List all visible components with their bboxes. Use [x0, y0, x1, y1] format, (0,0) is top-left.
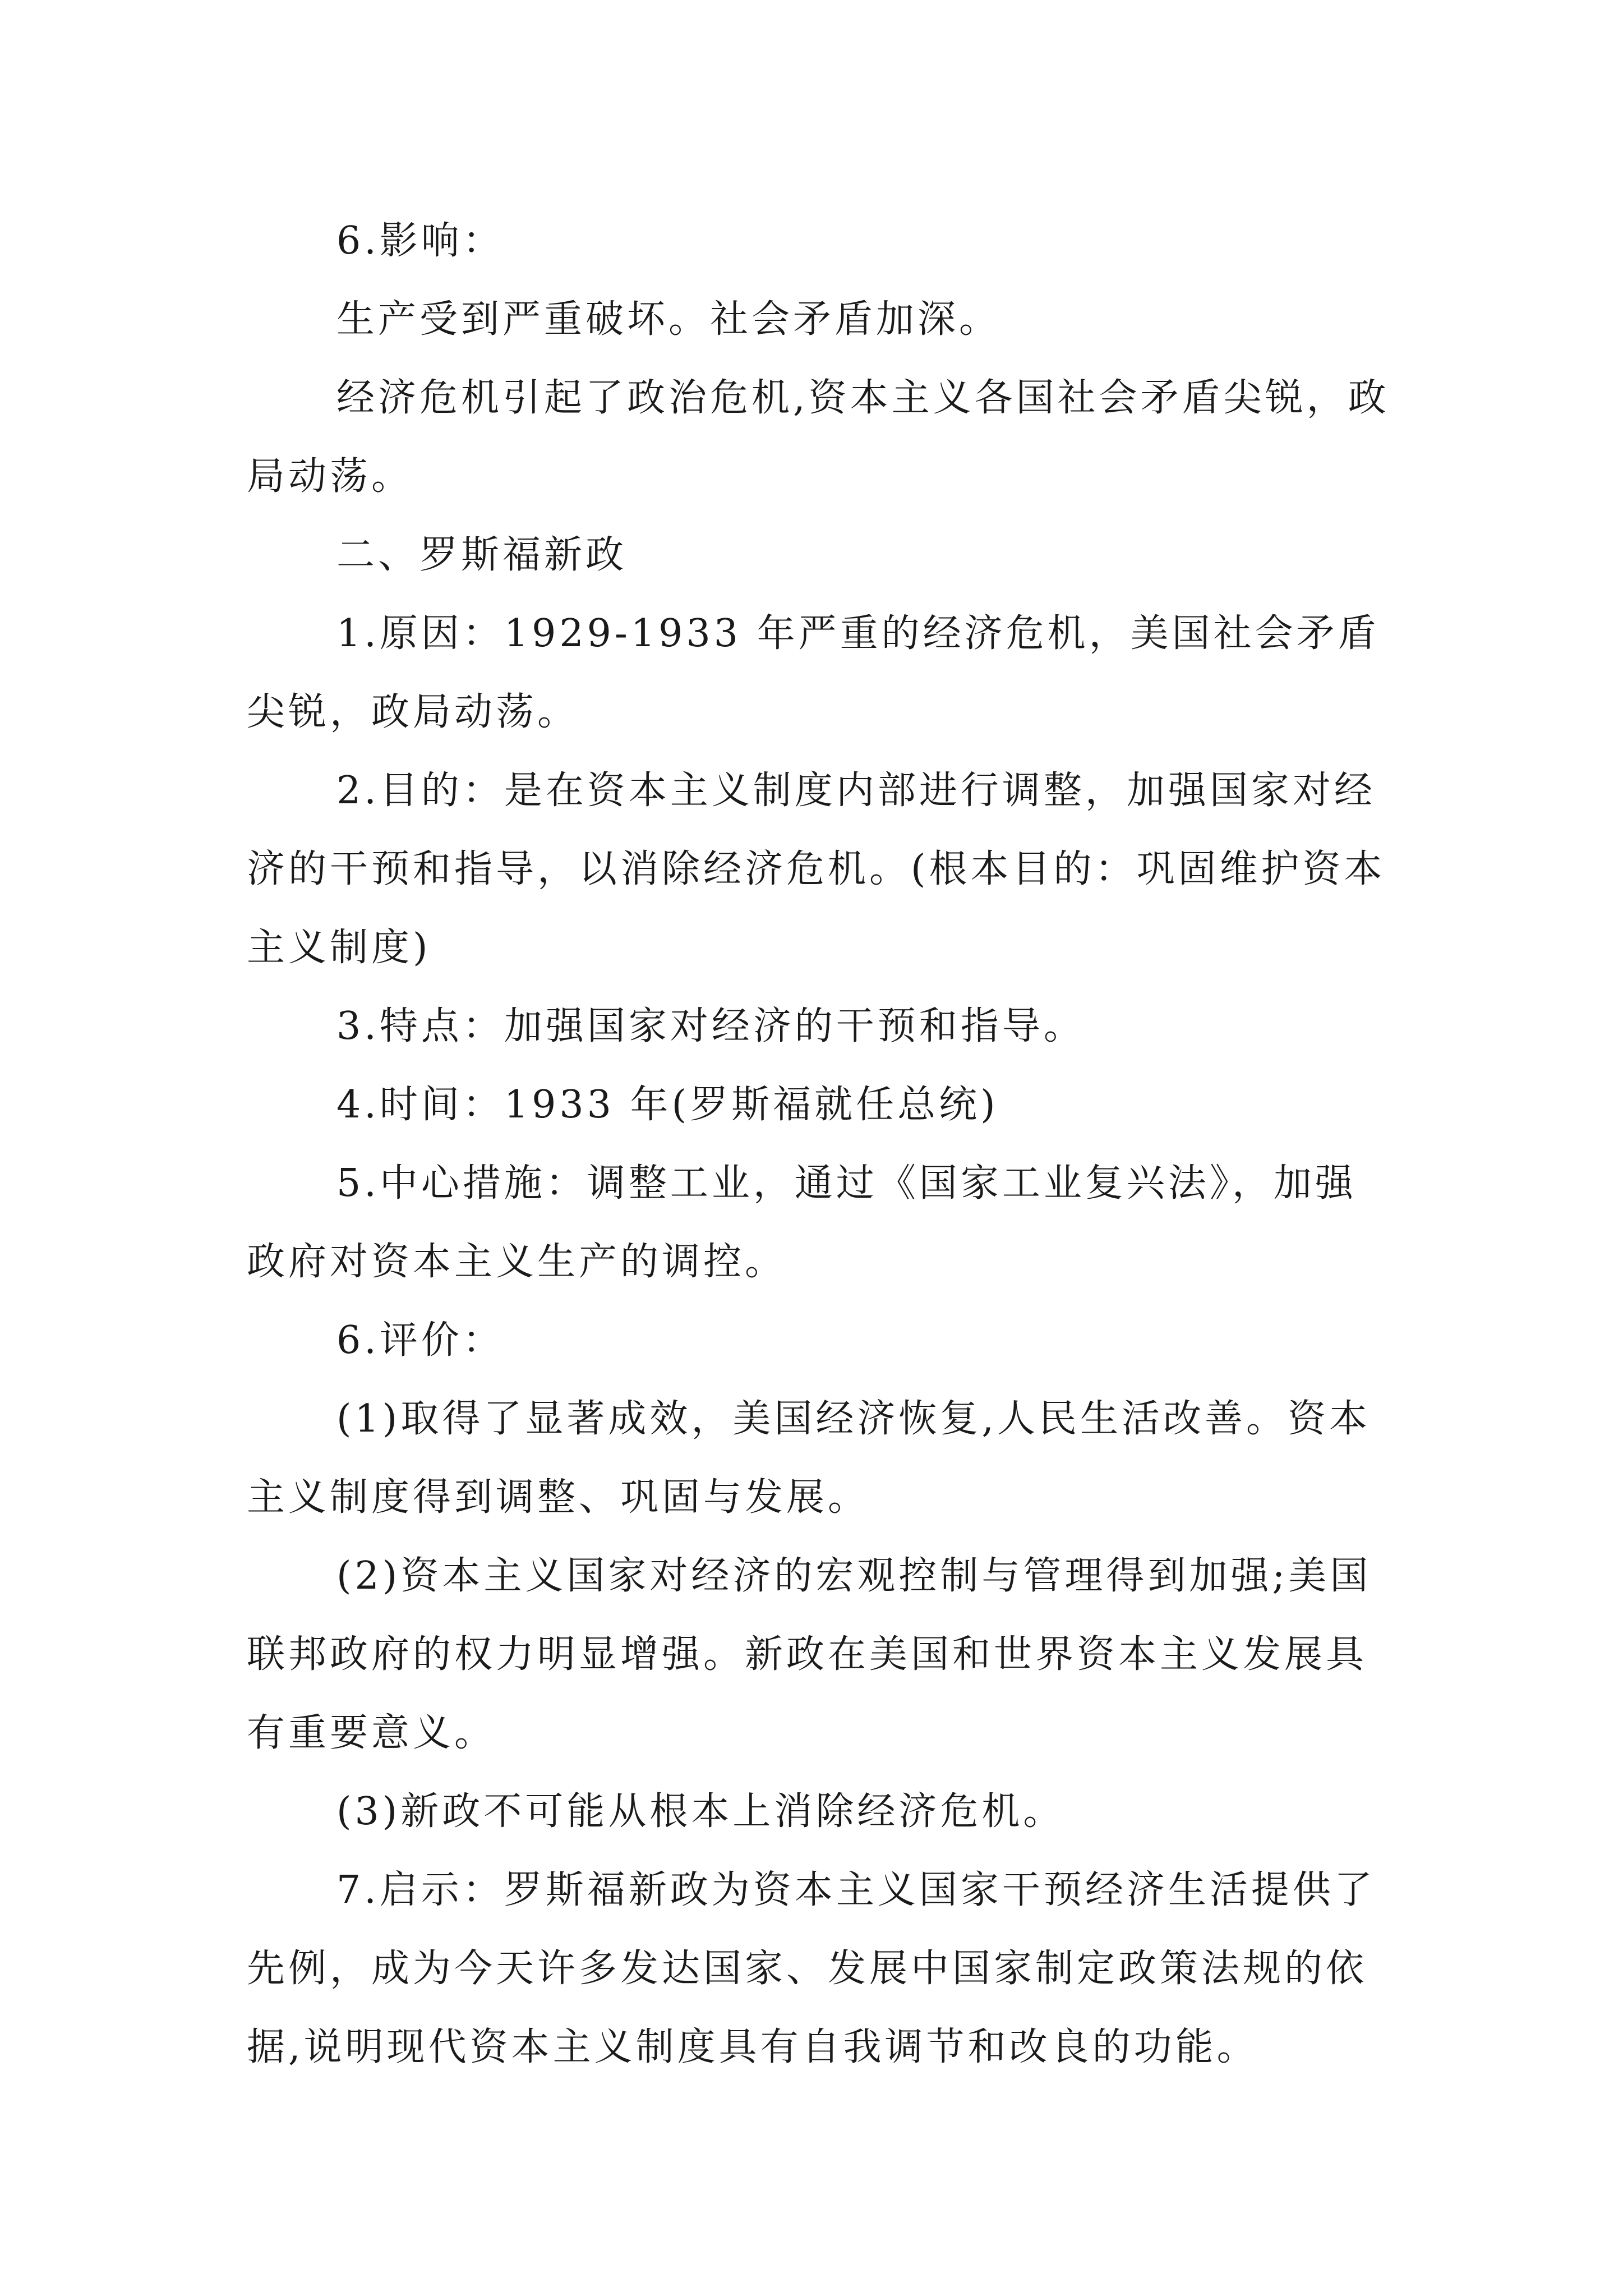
paragraph-feature: 3.特点：加强国家对经济的干预和指导。 — [336, 1004, 1085, 1048]
section-heading-new-deal: 二、罗斯福新政 — [336, 533, 628, 577]
paragraph-evaluation-3: (3)新政不可能从根本上消除经济危机。 — [336, 1789, 1065, 1834]
paragraph-evaluation-1: (1)取得了显著成效，美国经济恢复,人民生活改善。资本主义制度得到调整、巩固与发展。 — [247, 1397, 1371, 1520]
paragraph-political-crisis: 经济危机引起了政治危机,资本主义各国社会矛盾尖锐，政局动荡。 — [247, 376, 1390, 499]
document-body — [247, 202, 1391, 2087]
paragraph-time: 4.时间：1933 年(罗斯福就任总统) — [336, 1083, 999, 1127]
paragraph-evaluation-2: (2)资本主义国家对经济的宏观控制与管理得到加强;美国联邦政府的权力明显增强。新政在美国和世界资本主义发展具有重要意义。 — [247, 1554, 1372, 1755]
paragraph-production-damage: 生产受到严重破坏。社会矛盾加深。 — [336, 297, 1001, 342]
paragraph-impact-heading: 6.影响： — [336, 219, 504, 263]
paragraph-purpose: 2.目的：是在资本主义制度内部进行调整，加强国家对经济的干预和指导，以消除经济危机。(根本目的：巩固维护资本主义制度) — [247, 769, 1386, 970]
paragraph-evaluation-heading: 6.评价： — [336, 1318, 504, 1363]
paragraph-inspiration: 7.启示：罗斯福新政为资本主义国家干预经济生活提供了先例，成为今天许多发达国家、发展中国家制定政策法规的依据,说明现代资本主义制度具有自我调节和改良的功能。 — [247, 1868, 1376, 2069]
paragraph-cause: 1.原因：1929-1933 年严重的经济危机，美国社会矛盾尖锐，政局动荡。 — [247, 611, 1380, 734]
paragraph-central-measure: 5.中心措施：调整工业，通过《国家工业复兴法》，加强政府对资本主义生产的调控。 — [247, 1161, 1357, 1284]
